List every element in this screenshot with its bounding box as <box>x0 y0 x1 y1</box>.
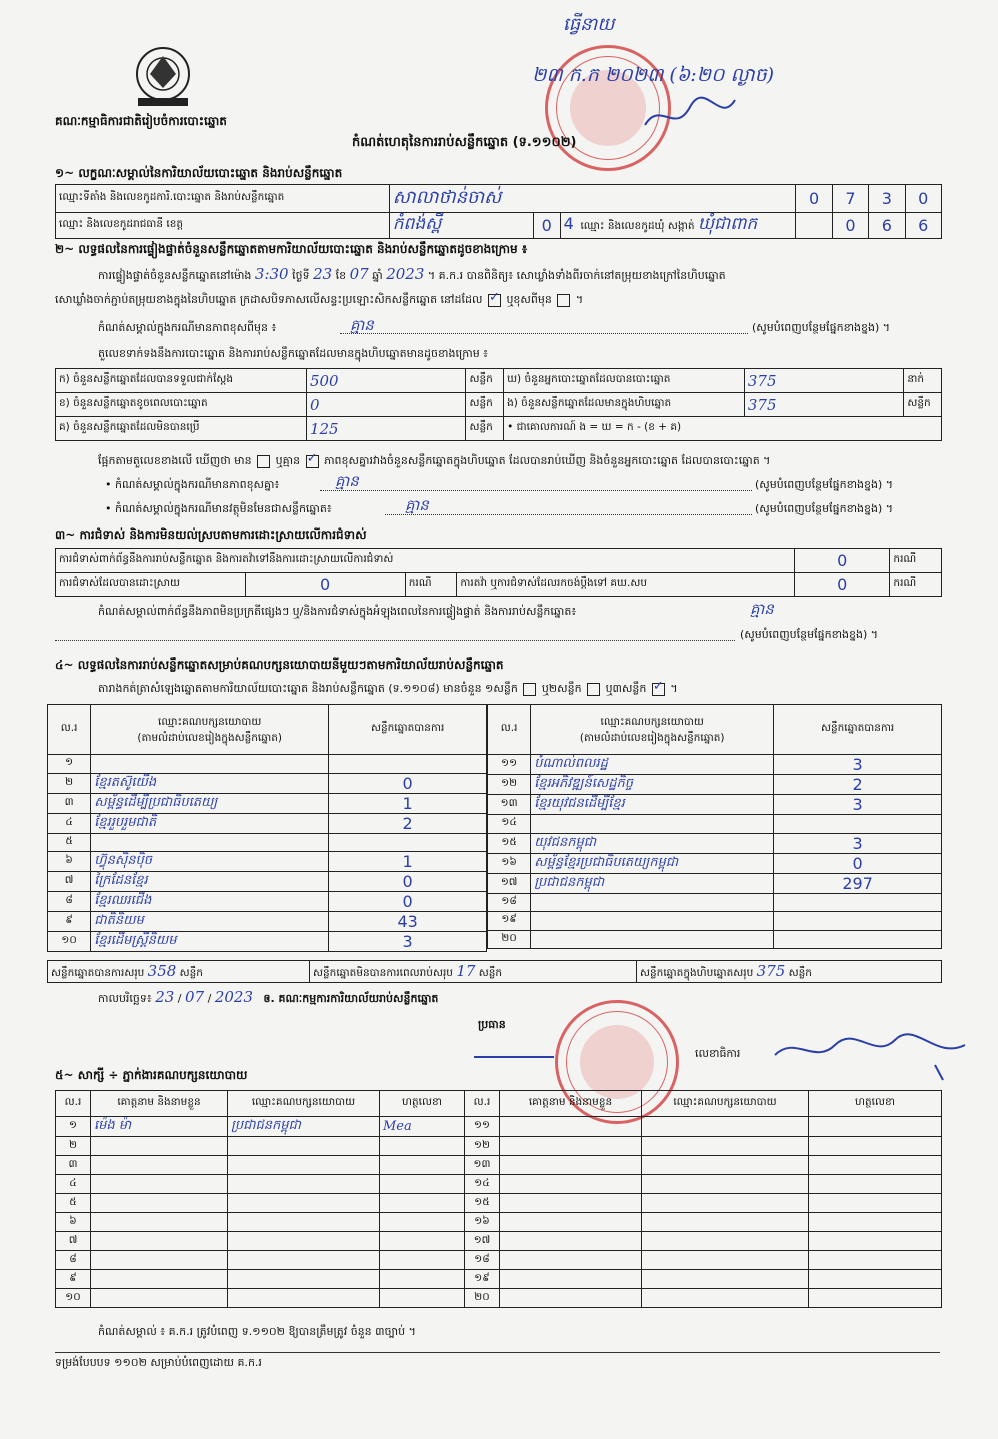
result-party: ក្រៃដែនខ្មែរ <box>91 872 329 892</box>
result-no: ១៣ <box>488 795 531 815</box>
section3-heading: ៣~ ការជំទាស់ និងការមិនយល់ស្របតាមការដោះស្រាយលើការជំទាស់ <box>55 528 367 542</box>
witness-row <box>56 1270 942 1289</box>
province-label: ឈ្មោះ និងលេខកូដរាជធានី ខេត្ត <box>56 213 390 239</box>
result-no: ៤ <box>48 813 91 833</box>
unchanged-checkbox[interactable] <box>488 294 501 307</box>
fill-hint-3: (សូមបំពេញបន្ថែមផ្នែកខាងខ្នង) ។ <box>755 502 894 515</box>
witness-sign <box>809 1117 942 1137</box>
witness-name <box>500 1137 642 1156</box>
witness-sign <box>809 1232 942 1251</box>
handwritten-received-date: ២៣ ក.ក ២០២៣ (៦:២០ ល្ងាច) <box>532 64 775 86</box>
result-row <box>48 773 487 793</box>
result-row <box>488 833 942 853</box>
difference-note-label: កំណត់សម្គាល់ក្នុងករណីមានភាពខុសពីមុន ៖ <box>98 321 277 334</box>
witness-name <box>500 1232 642 1251</box>
witness-sign <box>809 1251 942 1270</box>
result-row <box>48 755 487 774</box>
result-no: ១១ <box>488 755 531 775</box>
witness-no: ១១ <box>465 1117 500 1137</box>
spoiled-value: 0 <box>306 393 466 417</box>
result-party <box>531 815 774 834</box>
tally-sheet-line: តារាងកត់ត្រាសំឡេងឆ្នោតតាមការិយាល័យបោះឆ្នោត និងរាប់សន្លឹកឆ្នោត (ទ.១១០៨) មានចំនួន ១សន្លឹក ឬ២សន្លឹក ឬ៣សន្លឹក ✓ ។ <box>98 682 678 696</box>
fill-hint-1: (សូមបំពេញបន្ថែមផ្នែកខាងខ្នង) ។ <box>752 321 891 334</box>
witness-name <box>500 1251 642 1270</box>
result-party: យុវជនកម្ពុជា <box>531 833 774 853</box>
result-row <box>488 912 942 931</box>
result-row <box>48 912 487 932</box>
witness-party <box>642 1175 809 1194</box>
result-row <box>48 833 487 852</box>
verification-line-2: សោឃ្លាំងចាក់ភ្ជាប់តម្រុយខាងក្នុងនៃហិបឆ្នោត ក្រដាសបិទភាសលើសន្ទះប្រឡោះសិកសន្លឹកឆ្នោត នៅដដែល ✓ ឬខុសពីមុន ។ <box>55 293 583 307</box>
result-votes: 3 <box>774 833 942 853</box>
witness-no: ២ <box>56 1137 91 1156</box>
appeal-value: 0 <box>795 573 890 597</box>
result-no: ៦ <box>48 852 91 872</box>
result-votes: 0 <box>329 872 487 892</box>
has-difference-checkbox[interactable] <box>257 455 270 468</box>
signature-icon <box>640 95 740 135</box>
witness-sign <box>380 1289 465 1308</box>
witness-name <box>91 1232 228 1251</box>
witness-name <box>91 1156 228 1175</box>
witness-row <box>56 1251 942 1270</box>
witness-party <box>228 1232 380 1251</box>
result-votes: 297 <box>774 873 942 893</box>
witness-no: ៤ <box>56 1175 91 1194</box>
result-votes: 0 <box>774 853 942 873</box>
irregularity-note-value: គ្មាន <box>750 600 774 618</box>
witness-no: ៨ <box>56 1251 91 1270</box>
irregularity-note-label: កំណត់សម្គាល់ពាក់ព័ន្ធនឹងភាពមិនប្រក្រតីផ្សេងៗ ឬ/និងការជំទាស់ក្នុងអំឡុងពេលនៃការផ្ទៀងផ្ទាត់ និងការរាប់សន្លឹកឆ្នោត៖ <box>98 605 577 618</box>
witness-no: ១០ <box>56 1289 91 1308</box>
two-sheet-checkbox[interactable] <box>587 683 600 696</box>
in-box-value: 375 <box>744 393 904 417</box>
result-votes: 0 <box>329 892 487 912</box>
witness-party <box>228 1270 380 1289</box>
result-no: ១០ <box>48 932 91 952</box>
witness-party <box>228 1156 380 1175</box>
result-party: ខ្មែរតស៊ូយើង <box>91 773 329 793</box>
witness-row <box>56 1156 942 1175</box>
result-no: ១២ <box>488 775 531 795</box>
verification-line-1: ការផ្ទៀងផ្ទាត់ចំនួនសន្លឹកឆ្នោតនៅម៉ោង 3:30 ថ្ងៃទី 23 ខែ 07 ឆ្នាំ 2023 ។ គ.ក.រ បានពិនិត្យ៖ សោឃ្លាំងទាំងពីរចាក់នៅតម្រុយខាងក្រៅនៃហិបឆ្នោត <box>98 265 726 283</box>
discrepancy-line: ផ្អែកតាមតួលេខខាងលើ ឃើញថា មាន ឬគ្មាន ✓ ភាពខុសគ្នារវាងចំនួនសន្លឹកឆ្នោតក្នុងហិបឆ្នោត ដែលបានរាប់ឃើញ និងចំនួនអ្នកបោះឆ្នោត ដែលបានបោះឆ្នោត ។ <box>98 454 770 468</box>
appeal-label: ការតវ៉ា ឬការជំទាស់ដែលរកចង់ប្តឹងទៅ គឃ.សប <box>457 573 795 597</box>
formula-text: • ជាគោលការណ៍ ង = ឃ = ក - (ខ + គ) <box>504 417 942 441</box>
fill-hint-2: (សូមបំពេញបន្ថែមផ្នែកខាងខ្នង) ។ <box>755 478 894 491</box>
ballot-figures-table: ក) ចំនួនសន្លឹកឆ្នោតដែលបានទទួលជាក់ស្តែង 500 សន្លឹក ឃ) ចំនួនអ្នកបោះឆ្នោតដែលបានបោះឆ្នោត 375 នាក់ ខ) ចំនួនសន្លឹកឆ្នោតខូចពេលបោះឆ្នោត 0 សន្លឹក ង) ចំនួនសន្លឹកឆ្នោតដែលមានក្នុងហិបឆ្នោត 375 សន្លឹក គ) ចំនួនសន្លឹកឆ្នោតដែលមិនបានប្រើ 125 សន្លឹក • ជាគោលការណ៍ ង = ឃ = ក - (ខ + គ) <box>55 368 942 441</box>
complaints-value: 0 <box>795 549 890 573</box>
result-votes: 1 <box>329 793 487 813</box>
witness-row <box>56 1194 942 1213</box>
result-row <box>48 872 487 892</box>
complaints-table: ការជំទាស់ពាក់ព័ន្ធនឹងការរាប់សន្លឹកឆ្នោត និងការតវ៉ាទៅនឹងការដោះស្រាយលើការជំទាស់ 0 ករណី ការជំទាស់ដែលបានដោះស្រាយ 0 ករណី ការតវ៉ា ឬការជំទាស់ដែលរកចង់ប្តឹងទៅ គឃ.សប 0 ករណី <box>55 548 942 597</box>
witness-no: ៣ <box>56 1156 91 1175</box>
result-votes: 1 <box>329 852 487 872</box>
result-party <box>91 755 329 774</box>
witness-party: ប្រជាជនកម្ពុជា <box>228 1117 380 1137</box>
result-votes: 43 <box>329 912 487 932</box>
result-votes: 2 <box>329 813 487 833</box>
result-party: ខ្មែរដើមស្ត្រីនិយម <box>91 932 329 952</box>
result-votes <box>774 930 942 949</box>
witness-name <box>500 1270 642 1289</box>
result-no: ២០ <box>488 930 531 949</box>
verification-month: 07 <box>349 265 369 283</box>
figures-intro: តួលេខទាក់ទងនឹងការបោះឆ្នោត និងការរាប់សន្លឹកឆ្នោតដែលមានក្នុងហិបឆ្នោតមានដូចខាងក្រោម ៖ <box>98 347 489 360</box>
result-party <box>91 833 329 852</box>
result-party: ហ៊្វុនស៊ិនប៉ិច <box>91 852 329 872</box>
witness-row <box>56 1232 942 1251</box>
witness-name <box>500 1117 642 1137</box>
section4-heading: ៤~ លទ្ធផលនៃការរាប់សន្លឹកឆ្នោតសម្រាប់គណបក្សនយោបាយនីមួយៗតាមការិយាល័យរាប់សន្លឹកឆ្នោត <box>55 658 504 672</box>
witness-no: ៩ <box>56 1270 91 1289</box>
witness-name <box>91 1175 228 1194</box>
chair-signature-icon <box>474 1056 554 1058</box>
witness-name <box>91 1194 228 1213</box>
nec-emblem-icon <box>128 44 198 110</box>
section1-table <box>55 184 942 239</box>
result-no: ២ <box>48 773 91 793</box>
witness-party <box>228 1289 380 1308</box>
location-code-1: 0 <box>796 185 832 213</box>
province-code-2: 4 <box>563 214 574 233</box>
commune-code-2: 6 <box>869 213 905 239</box>
witness-party <box>642 1156 809 1175</box>
result-no: ១ <box>48 755 91 774</box>
results-table-left: ល.រ ឈ្មោះគណបក្សនយោបាយ (តាមលំដាប់លេខរៀងក្នុងសន្លឹកឆ្នោត) សន្លឹកឆ្នោតបានការ ១ ២ ខ្មែរតស៊ូយើង 0 ៣ សម្ព័ន្ធដើម្បីប្រជាធិបតេយ្យ 1 ៤ ខ្មែររួបរួមជាតិ 2 ៥ ៦ ហ៊្វុនស៊ិនប៉ិច 1 ៧ ក្រៃដែនខ្មែរ 0 ៨ ខ្មែរឈរជើង 0 ៩ ជាតិនិយម 43 ១០ ខ្មែរដើមស្ត្រីនិយម 3 <box>47 704 487 952</box>
bullet-difference-value: គ្មាន <box>335 472 359 490</box>
witness-party <box>642 1289 809 1308</box>
location-label: ឈ្មោះទីតាំង និងលេខកូដការិ.បោះឆ្នោត និងរាប់សន្លឹកឆ្នោត <box>56 185 390 213</box>
bullet-foreign-value: គ្មាន <box>405 496 429 514</box>
section1-heading: ១~ លក្ខណៈសម្គាល់នៃការិយាល័យបោះឆ្នោត និងរាប់សន្លឹកឆ្នោត <box>55 166 343 180</box>
witness-row <box>56 1289 942 1308</box>
verification-year: 2023 <box>386 265 425 283</box>
footer-note: កំណត់សម្គាល់ ៖ គ.ក.រ ត្រូវបំពេញ ទ.១១០២ ឱ្យបានត្រឹមត្រូវ ចំនួន ៣ច្បាប់ ។ <box>98 1325 416 1338</box>
verification-day: 23 <box>313 265 333 283</box>
commune-code-3: 6 <box>905 213 941 239</box>
result-no: ៩ <box>48 912 91 932</box>
witness-party <box>642 1137 809 1156</box>
witness-no: ១២ <box>465 1137 500 1156</box>
form-title: កំណត់ហេតុនៃការរាប់សន្លឹកឆ្នោត (ទ.១១០២) <box>352 135 577 150</box>
location-code-3: 3 <box>869 185 905 213</box>
result-no: ៣ <box>48 793 91 813</box>
witness-sign <box>809 1137 942 1156</box>
form-reference: ទម្រង់បែបបទ ១១០២ សម្រាប់បំពេញដោយ គ.ក.រ <box>55 1356 262 1369</box>
result-party: សម្ព័ន្ធខ្មែរប្រជាធិបតេយ្យកម្ពុជា <box>531 853 774 873</box>
commune-label: ឈ្មោះ និងលេខកូដឃុំ សង្កាត់ <box>580 220 695 232</box>
result-votes: 3 <box>774 795 942 815</box>
bullet-foreign-objects: • កំណត់សម្គាល់ក្នុងករណីមានវត្ថុមិនមែនជាសន្លឹកឆ្នោត៖ <box>105 502 332 515</box>
changed-checkbox[interactable] <box>557 294 570 307</box>
result-no: ៨ <box>48 892 91 912</box>
total-valid-value: 358 <box>147 961 177 980</box>
received-label: ក) ចំនួនសន្លឹកឆ្នោតដែលបានទទួលជាក់ស្តែង <box>56 369 307 393</box>
result-row <box>48 892 487 912</box>
witness-sign <box>380 1232 465 1251</box>
result-row <box>48 932 487 952</box>
witness-party <box>228 1175 380 1194</box>
witness-name <box>91 1137 228 1156</box>
result-row <box>48 793 487 813</box>
result-no: ១៩ <box>488 912 531 931</box>
witness-no: ១៨ <box>465 1251 500 1270</box>
total-box-value: 375 <box>756 961 786 980</box>
witness-no: ១៣ <box>465 1156 500 1175</box>
witness-party <box>642 1251 809 1270</box>
witness-sign <box>809 1175 942 1194</box>
witness-name <box>91 1270 228 1289</box>
received-value: 500 <box>306 369 466 393</box>
three-sheet-checkbox[interactable] <box>652 683 665 696</box>
unused-label: គ) ចំនួនសន្លឹកឆ្នោតដែលមិនបានប្រើ <box>56 417 307 441</box>
witness-sign <box>380 1137 465 1156</box>
witness-sign <box>380 1175 465 1194</box>
result-row <box>488 873 942 893</box>
witness-no: ៧ <box>56 1232 91 1251</box>
voters-label: ឃ) ចំនួនអ្នកបោះឆ្នោតដែលបានបោះឆ្នោត <box>504 369 745 393</box>
witness-sign <box>380 1194 465 1213</box>
result-votes <box>774 912 942 931</box>
witness-party <box>642 1232 809 1251</box>
witness-party <box>228 1194 380 1213</box>
witness-table: ល.រ គោត្តនាម និងនាមខ្លួន ឈ្មោះគណបក្សនយោបាយ ហត្ថលេខា ល.រ គោត្តនាម និងនាមខ្លួន ឈ្មោះគណបក្សនយោបាយ ហត្ថលេខា ១ ម៉េង ម៉ា ប្រជាជនកម្ពុជា Mea ១១ ២ ១២ ៣ ១៣ ៤ ១៤ ៥ ១៥ ៦ ១៦ ៧ ១៧ ៨ ១៨ ៩ ១៩ ១០ ២០ <box>55 1090 942 1308</box>
result-party <box>531 893 774 912</box>
result-row <box>488 893 942 912</box>
in-box-label: ង) ចំនួនសន្លឹកឆ្នោតដែលមានក្នុងហិបឆ្នោត <box>504 393 745 417</box>
witness-no: ១៤ <box>465 1175 500 1194</box>
voters-value: 375 <box>744 369 904 393</box>
witness-name: ម៉េង ម៉ា <box>91 1117 228 1137</box>
result-row <box>488 755 942 775</box>
date-line: កាលបរិច្ឆេទ៖ 23 / 07 / 2023 ឲ. គណៈកម្មការការិយាល័យរាប់សន្លឹកឆ្នោត <box>98 988 439 1006</box>
total-invalid-value: 17 <box>456 961 476 980</box>
result-no: ១៧ <box>488 873 531 893</box>
result-no: ១៨ <box>488 893 531 912</box>
result-votes: 0 <box>329 773 487 793</box>
witness-name <box>500 1213 642 1232</box>
witness-name <box>500 1289 642 1308</box>
witness-sign <box>380 1270 465 1289</box>
section5-heading: ៥~ សាក្សី ÷ ភ្នាក់ងារគណបក្សនយោបាយ <box>55 1068 248 1082</box>
section2-heading: ២~ លទ្ធផលនៃការផ្ទៀងផ្ទាត់ចំនួនសន្លឹកឆ្នោតតាមការិយាល័យបោះឆ្នោត និងរាប់សន្លឹកឆ្នោតដូចខាងក្រោម ៖ <box>55 242 528 256</box>
witness-no: ៦ <box>56 1213 91 1232</box>
result-row <box>48 813 487 833</box>
result-party: ប្រជាជនកម្ពុជា <box>531 873 774 893</box>
witness-no: ៥ <box>56 1194 91 1213</box>
witness-party <box>642 1213 809 1232</box>
secretary-signature-icon <box>765 1025 975 1085</box>
verification-time: 3:30 <box>254 265 289 283</box>
witness-party <box>642 1117 809 1137</box>
witness-party <box>642 1270 809 1289</box>
org-name: គណៈកម្មាធិការជាតិរៀបចំការបោះឆ្នោត <box>55 114 227 128</box>
result-votes <box>774 893 942 912</box>
totals-table: សន្លឹកឆ្នោតបានការសរុប 358 សន្លឹក សន្លឹកឆ្នោតមិនបានការពេលរាប់សរុប 17 សន្លឹក សន្លឹកឆ្នោតក្នុងហិបឆ្នោតសរុប 375 សន្លឹក <box>47 960 942 983</box>
witness-sign <box>809 1213 942 1232</box>
spoiled-label: ខ) ចំនួនសន្លឹកឆ្នោតខូចពេលបោះឆ្នោត <box>56 393 307 417</box>
witness-sign <box>809 1156 942 1175</box>
witness-name <box>500 1175 642 1194</box>
bullet-difference: • កំណត់សម្គាល់ក្នុងករណីមានភាពខុសគ្នា៖ <box>105 478 280 491</box>
no-difference-checkbox[interactable] <box>306 455 319 468</box>
result-no: ១៥ <box>488 833 531 853</box>
results-table-right: ល.រ ឈ្មោះគណបក្សនយោបាយ (តាមលំដាប់លេខរៀងក្នុងសន្លឹកឆ្នោត) សន្លឹកឆ្នោតបានការ ១១ បំណាល់ពលរដ្ឋ 3 ១២ ខ្មែរអភិវឌ្ឍន៍សេដ្ឋកិច្ច 2 ១៣ ខ្មែរយុវជនដើម្បីខ្មែរ 3 ១៤ ១៥ យុវជនកម្ពុជា 3 ១៦ សម្ព័ន្ធខ្មែរប្រជាធិបតេយ្យកម្ពុជា 0 ១៧ ប្រជាជនកម្ពុជា 297 ១៨ ១៩ ២០ <box>487 704 942 949</box>
witness-party <box>228 1251 380 1270</box>
result-votes: 3 <box>329 932 487 952</box>
result-no: ៥ <box>48 833 91 852</box>
witness-row <box>56 1175 942 1194</box>
result-row <box>488 853 942 873</box>
witness-name <box>91 1289 228 1308</box>
resolved-label: ការជំទាស់ដែលបានដោះស្រាយ <box>56 573 246 597</box>
location-code-2: 7 <box>832 185 868 213</box>
witness-no: ១៩ <box>465 1270 500 1289</box>
result-row <box>488 775 942 795</box>
witness-name <box>91 1251 228 1270</box>
witness-no: ១៥ <box>465 1194 500 1213</box>
result-row <box>48 852 487 872</box>
one-sheet-checkbox[interactable] <box>523 683 536 696</box>
result-party: ខ្មែរឈរជើង <box>91 892 329 912</box>
fill-hint-4: (សូមបំពេញបន្ថែមផ្នែកខាងខ្នង) ។ <box>740 628 879 641</box>
result-votes: 3 <box>774 755 942 775</box>
commune-value: ឃុំជាពាក <box>697 214 758 234</box>
witness-sign <box>809 1270 942 1289</box>
complaints-label: ការជំទាស់ពាក់ព័ន្ធនឹងការរាប់សន្លឹកឆ្នោត និងការតវ៉ាទៅនឹងការដោះស្រាយលើការជំទាស់ <box>56 549 795 573</box>
witness-no: ២០ <box>465 1289 500 1308</box>
unused-value: 125 <box>306 417 466 441</box>
witness-row <box>56 1137 942 1156</box>
witness-sign <box>380 1251 465 1270</box>
location-code-4: 0 <box>905 185 941 213</box>
chair-label: ប្រធាន <box>478 1018 506 1031</box>
result-party: សម្ព័ន្ធដើម្បីប្រជាធិបតេយ្យ <box>91 793 329 813</box>
witness-row <box>56 1213 942 1232</box>
witness-party <box>642 1194 809 1213</box>
witness-no: ១៦ <box>465 1213 500 1232</box>
result-party: ខ្មែររួបរួមជាតិ <box>91 813 329 833</box>
result-votes <box>329 833 487 852</box>
secretary-label: លេខាធិការ <box>695 1047 741 1060</box>
commune-code-1: 0 <box>832 213 868 239</box>
result-row <box>488 930 942 949</box>
result-party: បំណាល់ពលរដ្ឋ <box>531 755 774 775</box>
result-party: ខ្មែរអភិវឌ្ឍន៍សេដ្ឋកិច្ច <box>531 775 774 795</box>
witness-party <box>228 1137 380 1156</box>
witness-row <box>56 1117 942 1137</box>
result-party <box>531 912 774 931</box>
witness-no: ១៧ <box>465 1232 500 1251</box>
witness-sign <box>380 1156 465 1175</box>
witness-sign <box>380 1213 465 1232</box>
result-party: ជាតិនិយម <box>91 912 329 932</box>
result-party: ខ្មែរយុវជនដើម្បីខ្មែរ <box>531 795 774 815</box>
result-votes <box>329 755 487 774</box>
witness-sign: Mea <box>380 1117 465 1137</box>
result-no: ១៤ <box>488 815 531 834</box>
witness-sign <box>809 1289 942 1308</box>
result-no: ៧ <box>48 872 91 892</box>
result-votes: 2 <box>774 775 942 795</box>
result-party <box>531 930 774 949</box>
province-code: 0 <box>533 213 560 239</box>
handwritten-received-note: ធ្វើនាយ <box>563 14 615 35</box>
result-no: ១៦ <box>488 853 531 873</box>
resolved-value: 0 <box>245 573 405 597</box>
province-value: កំពង់ស្ពឺ <box>389 213 533 239</box>
result-row <box>488 795 942 815</box>
witness-no: ១ <box>56 1117 91 1137</box>
result-row <box>488 815 942 834</box>
witness-name <box>500 1156 642 1175</box>
witness-name <box>500 1194 642 1213</box>
witness-sign <box>809 1194 942 1213</box>
witness-name <box>91 1213 228 1232</box>
result-votes <box>774 815 942 834</box>
witness-party <box>228 1213 380 1232</box>
difference-note-value: គ្មាន <box>350 316 374 334</box>
location-value: សាលាថាន់ចាស់ <box>389 185 796 213</box>
